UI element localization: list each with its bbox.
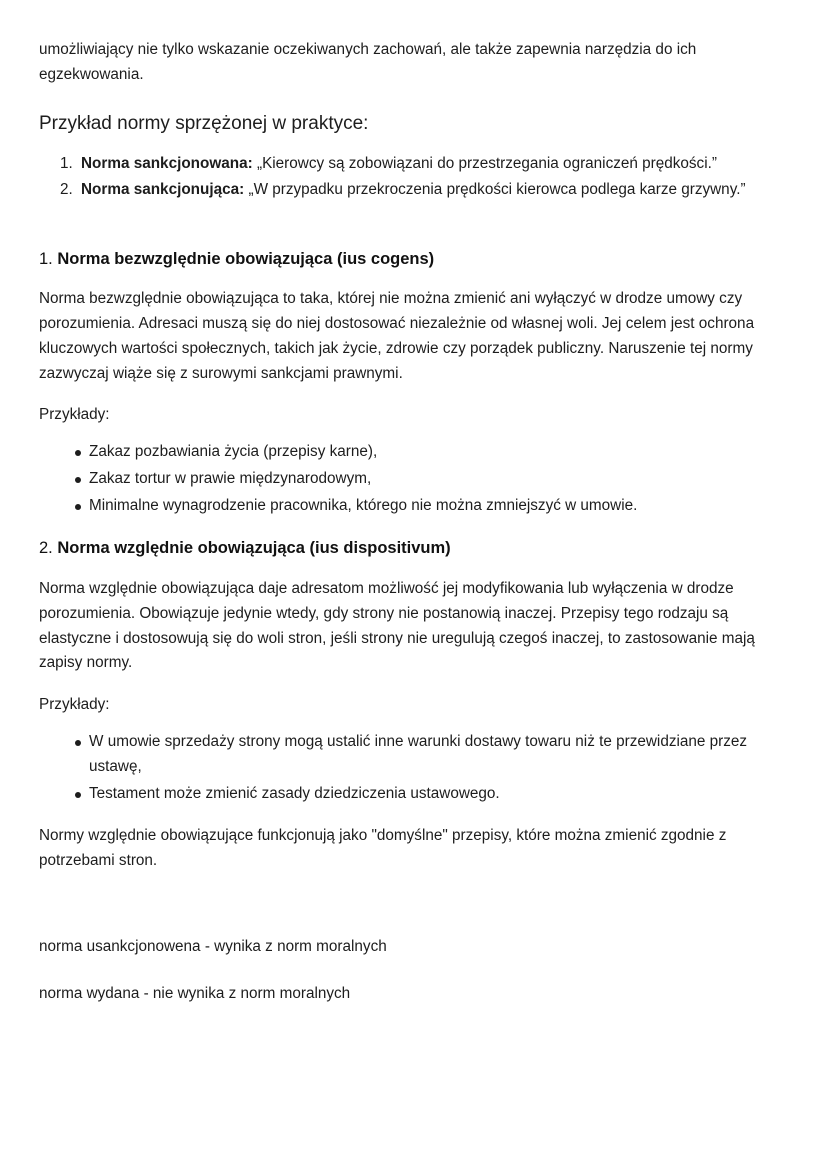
section-2-heading	[39, 536, 782, 561]
list-item-term: Norma sankcjonowana:	[81, 155, 253, 173]
list-item-term: Norma sankcjonująca:	[81, 180, 245, 198]
section-1-title: Norma bezwzględnie obowiązująca (ius cogens)	[57, 249, 435, 268]
section-2-number: 2.	[39, 539, 58, 558]
notes-divider-space	[39, 891, 782, 935]
section-2-examples-list	[39, 730, 782, 806]
list-item-text: „Kierowcy są zobowiązani do przestrzegania ograniczeń prędkości.”	[252, 155, 717, 173]
list-item: Minimalne wynagrodzenie pracownika, którego nie można zmniejszyć w umowie.	[75, 494, 782, 519]
list-item: W umowie sprzedaży strony mogą ustalić inne warunki dostawy towaru niż te przewidziane przez ustawę,	[75, 730, 782, 780]
notes-block	[39, 935, 782, 1007]
intro-paragraph: umożliwiający nie tylko wskazanie oczekiwanych zachowań, ale także zapewnia narzędzia do ich egzekwowania.	[39, 41, 697, 83]
list-item	[77, 178, 782, 203]
example-heading: Przykład normy sprzężonej w praktyce:	[39, 112, 369, 134]
list-item-text: „W przypadku przekroczenia prędkości kierowca podlega karze grzywny.”	[244, 180, 746, 198]
list-item	[77, 152, 782, 177]
section-1-examples-label: Przykłady:	[39, 406, 110, 424]
list-item: Zakaz pozbawiania życia (przepisy karne),	[75, 440, 782, 465]
section-divider-space	[39, 213, 782, 247]
section-2-title: Norma względnie obowiązująca (ius dispositivum)	[57, 539, 451, 558]
section-2-examples-label: Przykłady:	[39, 696, 110, 714]
section-1-body: Norma bezwzględnie obowiązująca to taka, której nie można zmienić ani wyłączyć w drodze umowy czy porozumienia. Adresaci muszą się do niej dostosować niezależnie od własnej woli. Jej celem jest ochrona kluczowych wartości społecznych, takich jak życie, zdrowie czy porządek publiczny. Naruszenie tej normy zazwyczaj wiąże się z surowymi sankcjami prawnymi.	[39, 290, 755, 382]
section-1-number: 1.	[39, 249, 58, 268]
section-2-body: Norma względnie obowiązująca daje adresatom możliwość jej modyfikowania lub wyłączenia w drodze porozumienia. Obowiązuje jedynie wtedy, gdy strony nie postanowią inaczej. Przepisy tego rodzaju są elastyczne i dostosowują się do woli stron, jeśli strony nie uregulują czegoś inaczej, to zastosowanie mają zapisy normy.	[39, 580, 755, 672]
note-line: norma usankcjonowena - wynika z norm moralnych	[39, 937, 387, 955]
list-item: Testament może zmienić zasady dziedziczenia ustawowego.	[75, 782, 782, 807]
list-item: Zakaz tortur w prawie międzynarodowym,	[75, 467, 782, 492]
note-line: norma wydana - nie wynika z norm moralnych	[39, 984, 351, 1002]
section-1-heading	[39, 247, 782, 272]
section-1-examples-list	[39, 440, 782, 518]
numbered-example-list	[39, 152, 782, 203]
section-2-closing: Normy względnie obowiązujące funkcjonują jako "domyślne" przepisy, które można zmienić zgodnie z potrzebami stron.	[39, 827, 727, 870]
